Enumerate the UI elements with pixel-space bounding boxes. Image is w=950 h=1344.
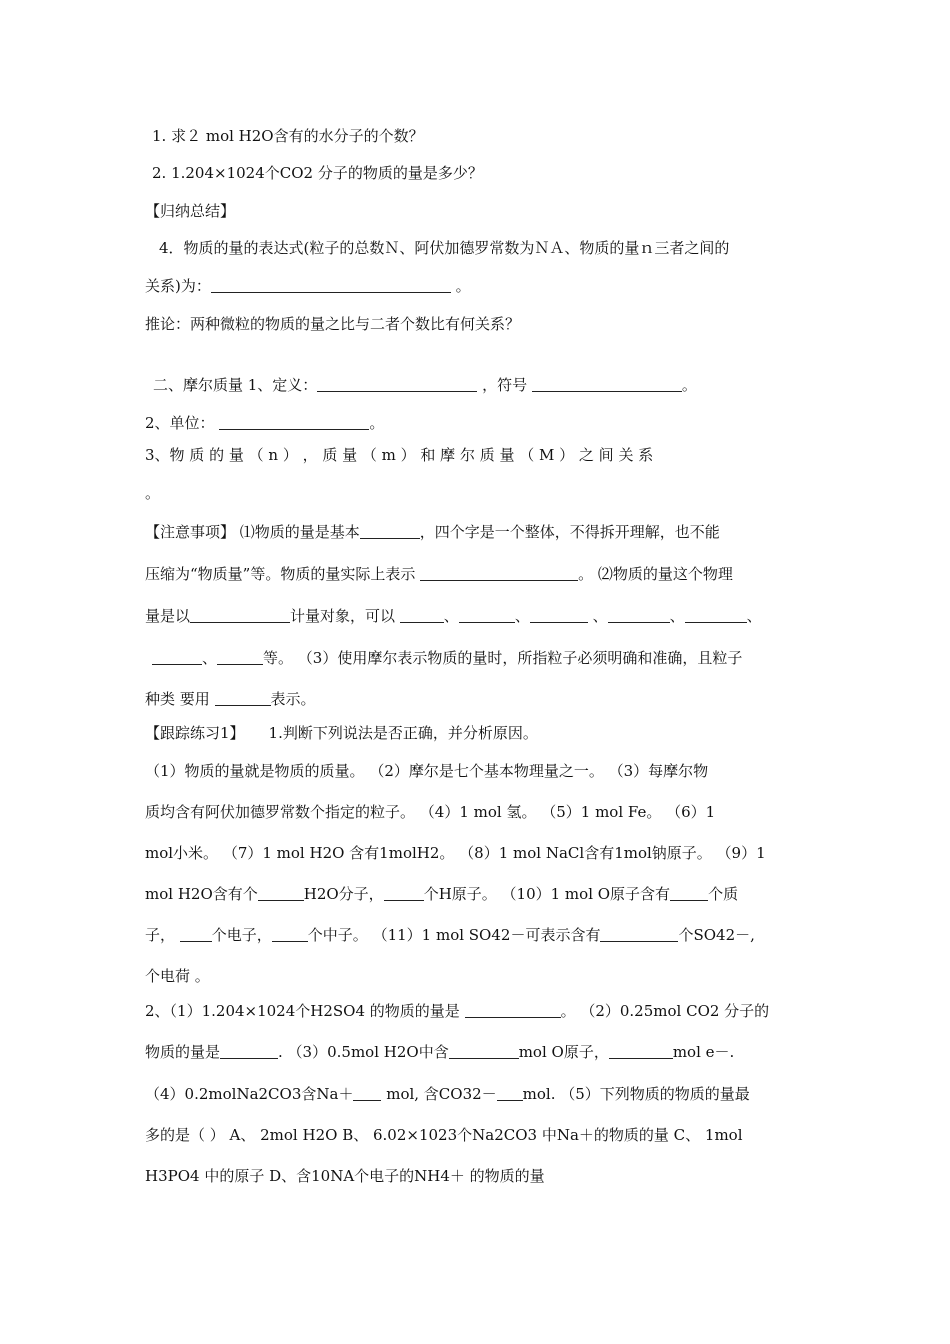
notes-blank[interactable] xyxy=(459,608,515,623)
practice-blank[interactable] xyxy=(670,886,708,901)
practice-line-3: mol小米。 （7）1 mol H2O 含有1molH2。 （8）1 mol NaCl含有1mol钠原子。 （9）1 xyxy=(145,844,766,862)
notes-blank[interactable] xyxy=(608,608,670,623)
question2-blank[interactable] xyxy=(449,1044,519,1059)
question2-line-2: 物质的量是 . （3）0.5mol H2O中含 mol O原子， mol e－. xyxy=(145,1043,735,1061)
question2-blank[interactable] xyxy=(220,1044,278,1059)
molar-mass-unit: 2、单位： 。 xyxy=(145,414,385,432)
notes-blank[interactable] xyxy=(685,608,747,623)
notes-line-3: 量是以 计量对象，可以 、 、 、 、 、 xyxy=(145,607,762,625)
unit-blank[interactable] xyxy=(219,415,369,430)
question2-line-1: 2、（1）1.204×1024个H2SO4 的物质的量是 。 （2）0.25mol CO2 分子的 xyxy=(145,1002,770,1020)
practice-heading-line: 【跟踪练习1】 1.判断下列说法是否正确，并分析原因。 xyxy=(145,724,538,742)
practice-blank[interactable] xyxy=(272,927,308,942)
question-2: 2. 1.204×1024个CO2 分子的物质的量是多少？ xyxy=(152,164,483,182)
answer-blank[interactable] xyxy=(211,278,451,293)
question-1: 1. 求２ mol H2O含有的水分子的个数？ xyxy=(152,127,424,145)
notes-blank[interactable] xyxy=(400,608,444,623)
expression-paragraph-line-2: 关系)为： 。 xyxy=(145,277,471,295)
practice-line-5: 子， 个电子， 个中子。 （11）1 mol SO42－可表示含有 个SO42－, xyxy=(145,926,755,944)
relation-line-end: 。 xyxy=(145,484,161,502)
expression-paragraph-line-1: 4．物质的量的表达式(粒子的总数Ｎ、阿伏加德罗常数为ＮＡ、物质的量ｎ三者之间的 xyxy=(159,239,730,257)
question2-line-3: （4）0.2molNa2CO3含Na＋ mol, 含CO32－ mol. （5）下列物质的物质的量最 xyxy=(145,1085,750,1103)
notes-blank[interactable] xyxy=(420,566,578,581)
notes-blank[interactable] xyxy=(215,691,271,706)
notes-line-5: 种类 要用 表示。 xyxy=(145,690,316,708)
molar-mass-definition: 二、摩尔质量 1、定义： ，符号 。 xyxy=(153,376,697,394)
summary-heading: 【归纳总结】 xyxy=(145,202,236,220)
practice-blank[interactable] xyxy=(600,927,678,942)
question2-blank[interactable] xyxy=(465,1003,561,1018)
practice-line-4: mol H2O含有个 H2O分子， 个H原子。 （10）1 mol O原子含有 个质 xyxy=(145,885,739,903)
practice-blank[interactable] xyxy=(384,886,424,901)
notes-blank[interactable] xyxy=(530,608,588,623)
practice-line-2: 质均含有阿伏加德罗常数个指定的粒子。 （4）1 mol 氢。 （5）1 mol Fe。 （6）1 xyxy=(145,803,716,821)
question2-blank[interactable] xyxy=(353,1086,381,1101)
notes-blank[interactable] xyxy=(190,608,290,623)
notes-line-1: 【注意事项】 ⑴物质的量是基本 ，四个字是一个整体，不得拆开理解，也不能 xyxy=(145,523,720,541)
inference-question: 推论：两种微粒的物质的量之比与二者个数比有何关系？ xyxy=(145,315,521,333)
notes-line-2: 压缩为“物质量”等。物质的量实际上表示 。 ⑵物质的量这个物理 xyxy=(145,565,733,583)
practice-line-1: （1）物质的量就是物质的质量。 （2）摩尔是七个基本物理量之一。 （3）每摩尔物 xyxy=(145,762,709,780)
question2-line-5: H3PO4 中的原子 D、含10NA个电子的NH4＋ 的物质的量 xyxy=(145,1167,545,1185)
question2-blank[interactable] xyxy=(609,1044,673,1059)
practice-line-6: 个电荷 。 xyxy=(145,967,210,985)
question2-line-4: 多的是（ ） A、 2mol H2O B、 6.02×1023个Na2CO3 中Na＋的物质的量 C、 1mol xyxy=(145,1126,743,1144)
definition-blank[interactable] xyxy=(317,377,477,392)
question2-blank[interactable] xyxy=(497,1086,523,1101)
practice-blank[interactable] xyxy=(180,927,212,942)
notes-blank[interactable] xyxy=(152,650,202,665)
notes-blank[interactable] xyxy=(360,524,420,539)
symbol-blank[interactable] xyxy=(532,377,682,392)
relation-line: 3、物 质 的 量 （ n ） ， 质 量 （ m ） 和 摩 尔 质 量 （ M ） 之 间 关 系 xyxy=(145,446,654,464)
notes-line-4: 、 等。 （3）使用摩尔表示物质的量时，所指粒子必须明确和准确，且粒子 xyxy=(152,648,742,668)
notes-blank[interactable] xyxy=(217,650,263,665)
practice-blank[interactable] xyxy=(258,886,304,901)
